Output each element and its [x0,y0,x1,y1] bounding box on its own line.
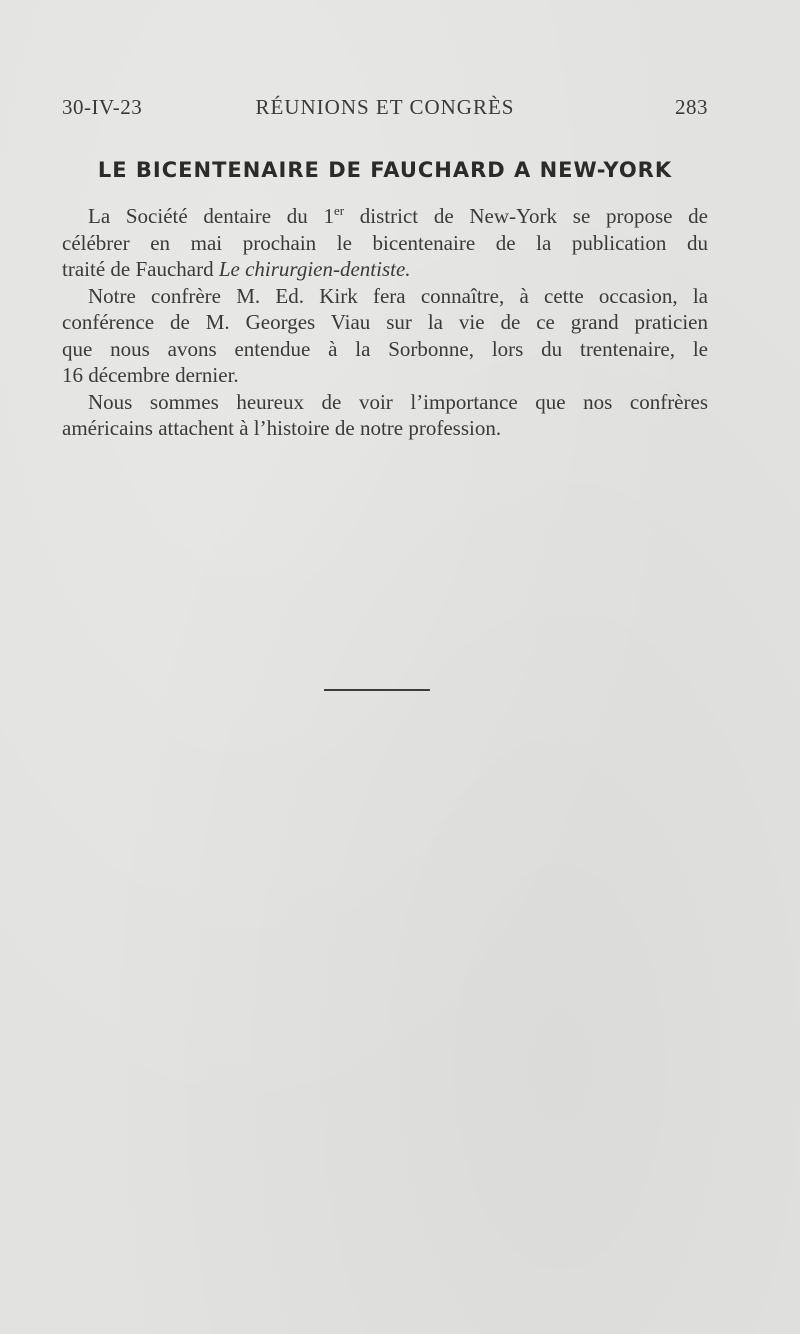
header-date: 30-IV-23 [62,95,143,119]
paragraph-1-line-3 [62,256,708,283]
italic-book-title: Le chirurgien-dentiste. [218,257,411,281]
paragraph-3-line-2: américains attachent à l’histoire de notre profession. [62,416,502,440]
text-run: district de New-York se propose de [344,204,708,228]
section-end-rule [324,689,430,691]
header-section: RÉUNIONS ET CONGRÈS [255,95,515,119]
paragraph-1-line-1 [62,203,708,230]
text-run: La Société dentaire du 1 [88,204,334,228]
paragraph-2-line-1: Notre confrère M. Ed. Kirk fera connaître, à cette occasion, la [88,283,708,308]
paragraph-1-line-2: célébrer en mai prochain le bicentenaire de la publication du [62,230,708,255]
article-body [62,203,708,442]
page-number: 283 [675,95,708,119]
paragraph-2-line-2: conférence de M. Georges Viau sur la vie de ce grand praticien [62,310,708,334]
running-head [62,95,708,125]
paragraph-2-line-4: 16 décembre dernier. [62,363,239,387]
text-run: traité de Fauchard [62,257,219,281]
article-title: LE BICENTENAIRE DE FAUCHARD A NEW-YORK [97,158,673,182]
superscript: er [333,203,345,218]
paragraph-2-line-3: que nous avons entendue à la Sorbonne, lors du trentenaire, le [62,336,708,361]
paragraph-3-line-1: Nous sommes heureux de voir l’importance que nos confrères [88,389,708,414]
